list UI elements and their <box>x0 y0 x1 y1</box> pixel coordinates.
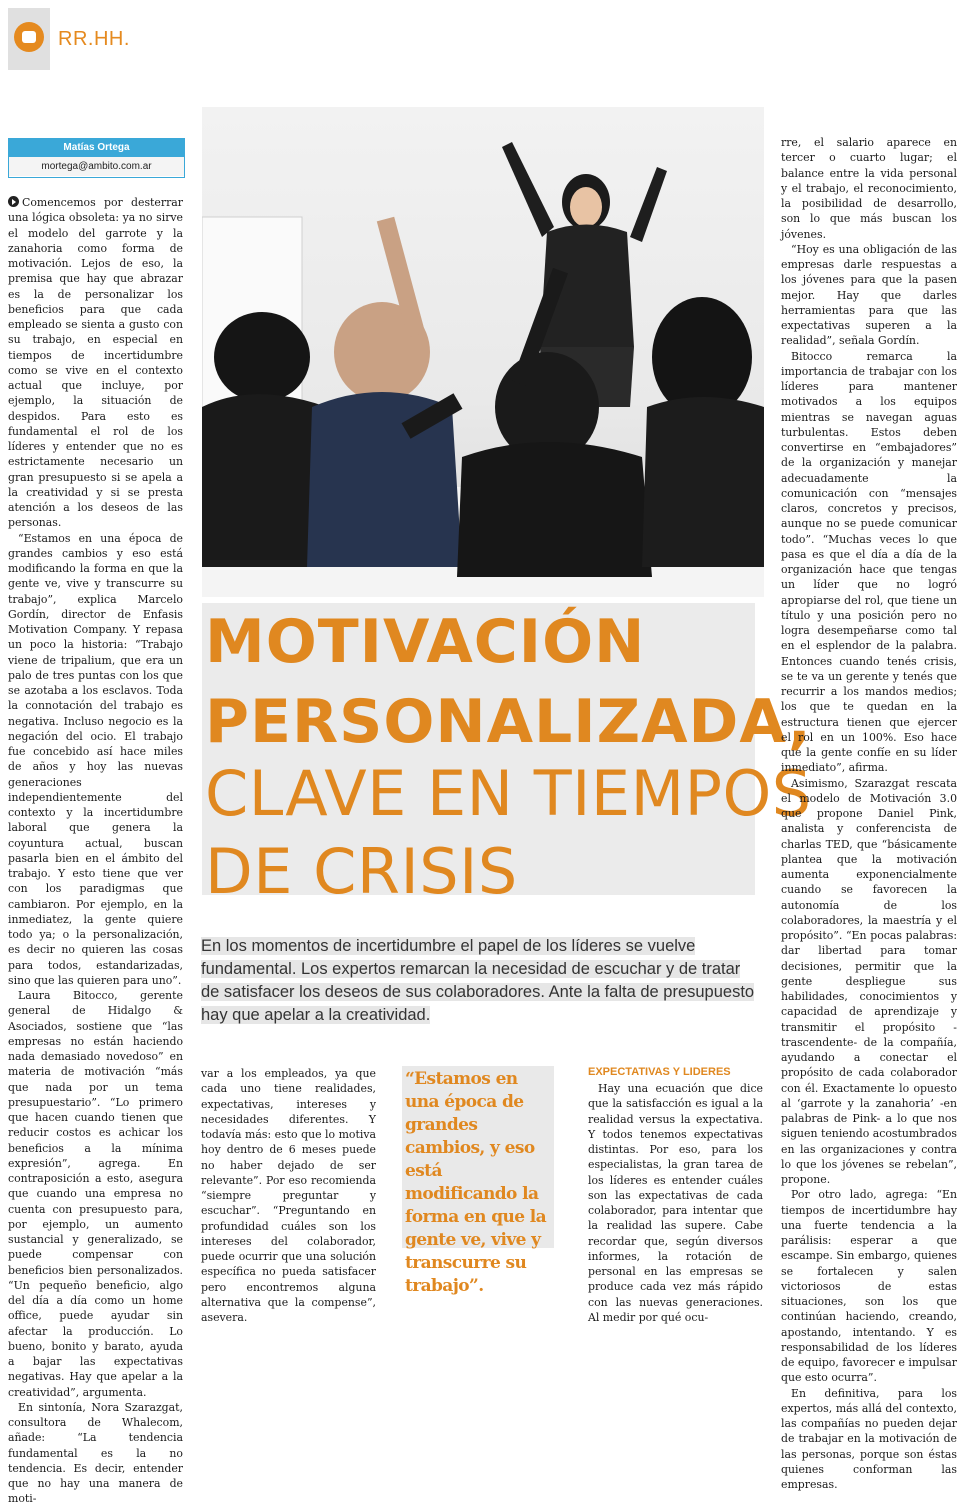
article-column-1 <box>8 195 183 1507</box>
paragraph: Asimismo, Szarazgat rescata el modelo de Motivación 3.0 que propone Daniel Pink, analista y conferencista de charlas TED, que “básicamente plantea que la motivación aumenta exponencialmente cuando se favorecen la autonomía de los colaboradores, la maestría y el propósito”. “En pocas palabras: dar libertad para tomar decisiones, permitir que la gente despliegue sus habilidades, conocimientos y capacidad de aprendizaje y transmitir el propósito -trascendente- de la compañía, ayudando a conectar el propósito de cada colaborador con él. Exactamente lo opuesto al ‘garrote y la zanahoria’ -en palabras de Pink- a lo que nos siguen teniendo acostumbrados en las organizaciones y contra lo que los jóvenes se rebelan”, propone. <box>781 776 957 1186</box>
headline-line-4: DE CRISIS <box>205 835 518 908</box>
paragraph-text: Comencemos por desterrar una lógica obsoleta: ya no sirve el modelo del garrote y la zanahoria como forma de motivación. Lejos de eso, la premisa que hay que abrazar es la de personalizar los beneficios para que cada empleado se sienta a gusto con su trabajo, en especial en tiempos de incertidumbre como se vive en el contexto actual que incluye, por ejemplo, la situación de despidos. Para esto es fundamental el rol de los líderes y entender que no es estrictamente necesario un gran presupuesto si se apela a la creatividad y si se presta atención a los deseos de las personas. <box>8 196 183 530</box>
people-icon <box>14 22 44 52</box>
paragraph: Laura Bitocco, gerente general de Hidalgo & Asociados, sostiene que “las empresas no están haciendo nada demasiado novedoso” en materia de motivación “más que nada por un tema presupuestario”. “Lo primero que hacen cuando tienen que reducir costos es achicar los beneficios a la mínima expresión”, agrega. En contraposición a esto, asegura que cuando una empresa no cuenta con presupuesto para, por ejemplo, un aumento sustancial y generalizado, se puede compensar con beneficios bien personalizados. “Un pequeño beneficio, algo del día a día como un home office, puede ayudar sin afectar la producción. Lo bueno, bonito y barato, ayuda a bajar las expectativas negativas. Hay que apelar a la creatividad”, argumenta. <box>8 989 183 1399</box>
celebrating-team-illustration <box>202 107 764 597</box>
author-name: Matías Ortega <box>9 139 184 157</box>
article-column-4 <box>781 135 957 1492</box>
hero-photo <box>202 107 764 597</box>
author-email[interactable]: mortega@ambito.com.ar <box>9 157 184 176</box>
headline-line-2: PERSONALIZADA, <box>205 687 812 757</box>
article-column-3 <box>588 1081 763 1325</box>
play-bullet-icon <box>8 196 19 207</box>
headline-line-3: CLAVE EN TIEMPOS <box>205 757 812 830</box>
section-label: RR.HH. <box>58 28 130 50</box>
paragraph: Por otro lado, agrega: “En tiempos de incertidumbre hay una fuerte tendencia a la parálisis: esperar a que escampe. Sin embargo, quienes se fortalecen y salen victoriosos de estas situaciones, son los que continúan haciendo, creando, apostando, intentando. Y es responsabilidad de los líderes de equipo, favorecer e impulsar que esto ocurra”. <box>781 1188 957 1385</box>
article-column-2 <box>201 1066 376 1325</box>
paragraph: “Hoy es una obligación de las empresas darle respuestas a los jóvenes para que la pasen mejor. Hay que darles herramientas para que las expectativas superen a la realidad”, señala Gordín. <box>781 242 957 348</box>
lead-paragraph <box>201 935 755 1027</box>
paragraph: En definitiva, para los expertos, más allá del contexto, las compañías no pueden dejar de trabajar en la motivación de las personas, porque son éstas quienes conforman las empresas. <box>781 1386 957 1491</box>
headline-light <box>205 755 812 911</box>
author-box <box>8 138 185 178</box>
paragraph: “Estamos en una época de grandes cambios y eso está modificando la forma en que la gente ve, vive y transcurre su trabajo”, explica Marcelo Gordín, director de Enfasis Motivation Company. Y repasa un poco la historia: “Trabajo viene de tripalium, que era un palo de tres puntas con los que se azotaba a los esclavos. Toda la connotación del trabajo es negativa. Incluso negocio es la negación del ocio. El trabajo fue concebido así hace miles de años y hoy las nuevas generaciones independientemente del contexto y la incertidumbre laboral que genera la coyuntura actual, buscan pasarla bien en el ámbito del trabajo. Y esto tiene que ver con los paradigmas que cambiaron. Por ejemplo, en la inmediatez, la gente quiere todo ya; o la personalización, es decir no quieren las cosas para todos, estandarizadas, sino que las quieren para uno”. <box>8 531 183 987</box>
section-icon-box <box>8 8 50 70</box>
headline-bold <box>205 602 812 762</box>
section-subhead: EXPECTATIVAS Y LIDERES <box>588 1066 731 1078</box>
paragraph: Hay una ecuación que dice que la satisfacción es igual a la realidad versus la expectativa. Y todos tenemos expectativas distintas. Por eso, para los especialistas, la gran tarea de los líderes es entender cuáles son las expectativas de cada colaborador, para intentar que la realidad las supere. Cabe recordar que, según diversos informes, la rotación de personal en las empresas se produce cada vez más rápido con las nuevas generaciones. Al medir por qué ocu- <box>588 1082 763 1324</box>
paragraph: Bitocco remarca la importancia de trabajar con los líderes para mantener motivados a los equipos mientras se navegan aguas turbulentas. Estos deben convertirse en “embajadores” de la organización y manejar adecuadamente la comunicación con “mensajes claros, concretos y precisos, aunque no se puede comunicar todo”. “Muchas veces lo que pasa es que el día a día de la organización hace que tengas un líder que no logró apropiarse del rol, que tiene un título y una posición pero no logra desempeñarse como tal en el esplendor de la palabra. Entonces cuando tenés crisis, se te va un gerente y tenés que recurrir a los mandos medios; los que te quedan en la estructura tienen que ejercer el rol en un 100%. Eso hace que la gente confíe en su líder inmediato”, afirma. <box>781 349 957 775</box>
paragraph: var a los empleados, ya que cada uno tiene realidades, expectativas, intereses y necesidades diferentes. Y todavía más: esto que lo motiva hoy dentro de 6 meses puede no haber dejado de ser relevante”. Por eso recomienda “siempre preguntar y escuchar”. “Preguntando en profundidad cuáles son los intereses del colaborador, puede ocurrir que una solución específica no pueda satisfacer pero encontremos alguna alternativa que la compense”, asevera. <box>201 1067 376 1324</box>
paragraph <box>8 195 183 531</box>
lead-text: En los momentos de incertidumbre el papel de los líderes se vuelve fundamental. Los expertos remarcan la necesidad de escuchar y de tratar de satisfacer los deseos de sus colaboradores. Ante la falta de presupuesto hay que apelar a la creatividad. <box>201 937 755 1024</box>
headline-line-1: MOTIVACIÓN <box>205 607 646 677</box>
paragraph: En sintonía, Nora Szarazgat, consultora de Whalecom, añade: “La tendencia fundamental es la no tendencia. Es decir, entender que no hay una manera de moti- <box>8 1400 183 1506</box>
pull-quote: “Estamos en una época de grandes cambios, y eso está modificando la forma en que la gente ve, vive y transcurre su trabajo”. <box>405 1069 547 1296</box>
paragraph: rre, el salario aparece en tercer o cuarto lugar; el balance entre la vida personal y el trabajo, el reconocimiento, la posibilidad de desarrollo, son lo que más buscan los jóvenes. <box>781 136 957 241</box>
